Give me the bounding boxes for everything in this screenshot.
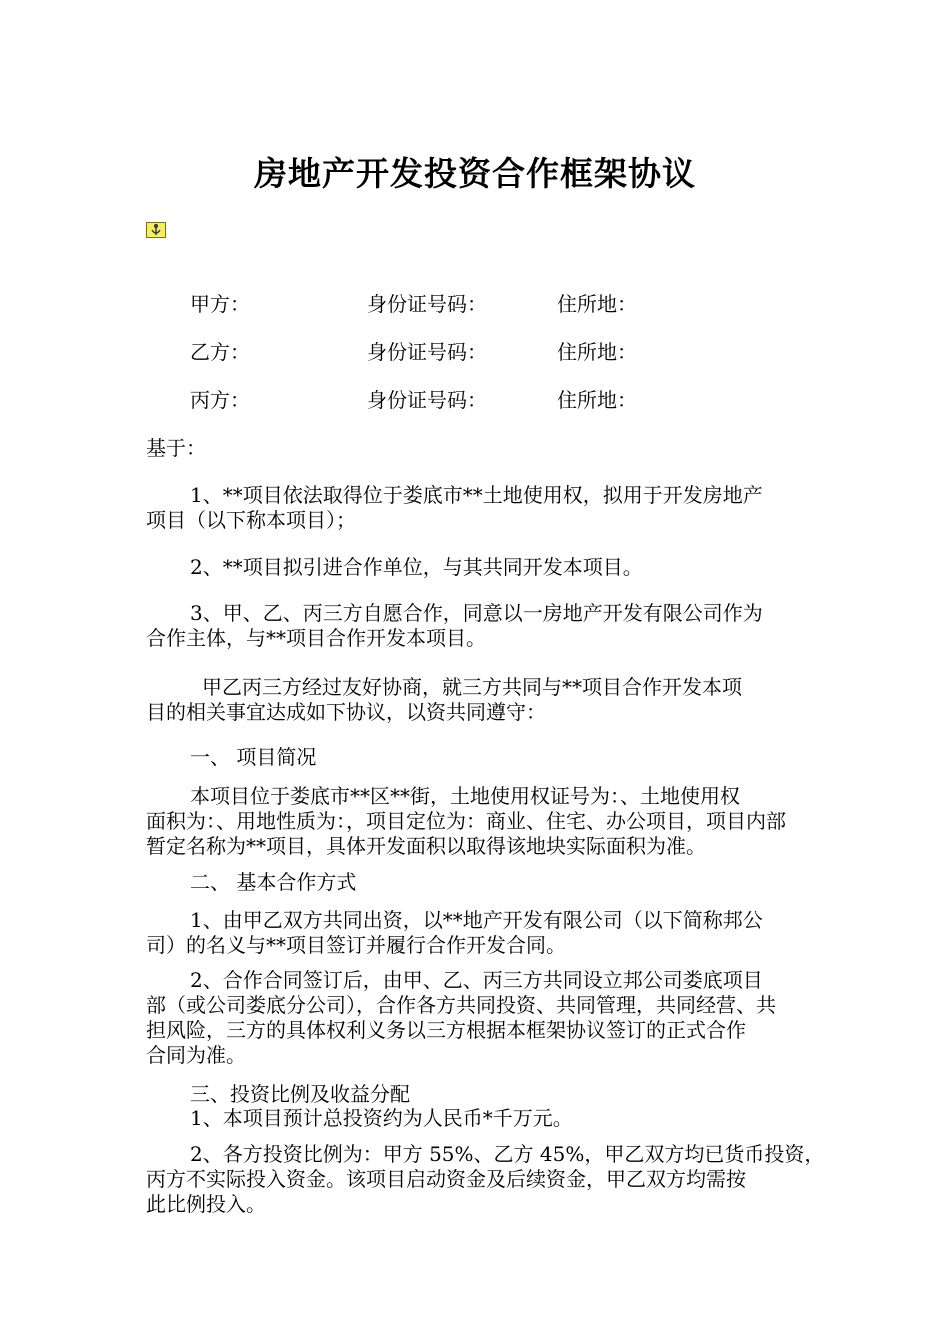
basis-item-3 bbox=[146, 601, 810, 651]
party-c-name: 丙方： bbox=[190, 388, 250, 412]
paragraph-line: 项目（以下称本项目）； bbox=[146, 508, 356, 532]
section-2-item-1 bbox=[146, 908, 810, 958]
paragraph-line: 1、**项目依法取得位于娄底市**土地使用权，拟用于开发房地产 bbox=[190, 483, 763, 507]
paragraph-line: 甲乙丙三方经过友好协商，就三方共同与**项目合作开发本项 bbox=[202, 675, 742, 699]
paragraph-line: 司）的名义与**项目签订并履行合作开发合同。 bbox=[146, 933, 566, 957]
document-title: 房地产开发投资合作框架协议 bbox=[254, 154, 696, 193]
paragraph-line: 暂定名称为**项目，具体开发面积以取得该地块实际面积为准。 bbox=[146, 834, 706, 858]
section-1-heading: 一、 项目简况 bbox=[190, 745, 317, 769]
party-b-id-label: 身份证号码： bbox=[367, 340, 487, 364]
basis-item-2 bbox=[146, 555, 810, 580]
section-1-body bbox=[146, 784, 810, 859]
party-c-id-label: 身份证号码： bbox=[367, 388, 487, 412]
section-3-heading: 三、投资比例及收益分配 bbox=[190, 1082, 410, 1106]
party-a-address-label: 住所地： bbox=[557, 292, 637, 316]
paragraph-line: 2、合作合同签订后，由甲、乙、丙三方共同设立邦公司娄底项目 bbox=[190, 968, 763, 992]
paragraph-line: 部（或公司娄底分公司），合作各方共同投资、共同管理，共同经营、共 bbox=[146, 993, 776, 1017]
paragraph-line: 合作主体，与**项目合作开发本项目。 bbox=[146, 626, 486, 650]
paragraph-line: 3、甲、乙、丙三方自愿合作，同意以一房地产开发有限公司作为 bbox=[190, 601, 763, 625]
party-b-name: 乙方： bbox=[190, 340, 250, 364]
paragraph-line: 目的相关事宜达成如下协议，以资共同遵守： bbox=[146, 700, 546, 724]
basis-heading: 基于： bbox=[146, 436, 206, 460]
party-a-id-label: 身份证号码： bbox=[367, 292, 487, 316]
paragraph-line: 合同为准。 bbox=[146, 1043, 246, 1067]
section-3-item-1 bbox=[146, 1106, 810, 1131]
section-2-heading: 二、 基本合作方式 bbox=[190, 870, 357, 894]
basis-item-1 bbox=[146, 483, 810, 533]
paragraph-line: 担风险，三方的具体权利义务以三方根据本框架协议签订的正式合作 bbox=[146, 1018, 746, 1042]
paragraph-line: 本项目位于娄底市**区**街，土地使用权证号为：、土地使用权 bbox=[190, 784, 740, 808]
anchor-icon bbox=[146, 222, 166, 238]
paragraph-line: 1、由甲乙双方共同出资，以**地产开发有限公司（以下简称邦公 bbox=[190, 908, 763, 932]
paragraph-line: 2、各方投资比例为：甲方 55%、乙方 45%，甲乙双方均已货币投资， bbox=[190, 1142, 825, 1166]
paragraph-line: 2、**项目拟引进合作单位，与其共同开发本项目。 bbox=[190, 555, 643, 579]
party-c-address-label: 住所地： bbox=[557, 388, 637, 412]
paragraph-line: 此比例投入。 bbox=[146, 1192, 266, 1216]
section-3-item-2 bbox=[146, 1142, 825, 1217]
paragraph-line: 1、本项目预计总投资约为人民币*千万元。 bbox=[190, 1106, 573, 1130]
basis-agreement-paragraph bbox=[146, 675, 810, 725]
party-a-name: 甲方： bbox=[190, 292, 250, 316]
party-b-address-label: 住所地： bbox=[557, 340, 637, 364]
paragraph-line: 丙方不实际投入资金。该项目启动资金及后续资金，甲乙双方均需按 bbox=[146, 1167, 746, 1191]
section-2-item-2 bbox=[146, 968, 810, 1068]
paragraph-line: 面积为：、用地性质为：，项目定位为：商业、住宅、办公项目，项目内部 bbox=[146, 809, 786, 833]
